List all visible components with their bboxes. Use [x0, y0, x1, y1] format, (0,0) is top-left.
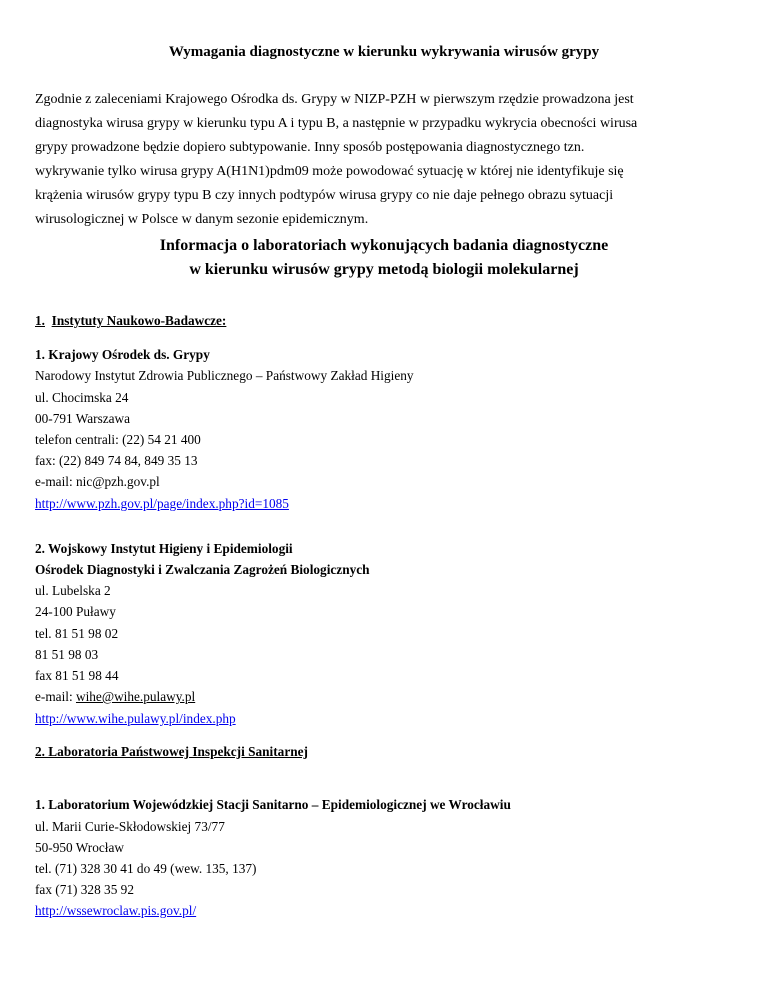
institute2-city: 24-100 Puławy [35, 604, 116, 619]
section1-heading [35, 313, 226, 329]
subtitle-line: w kierunku wirusów grypy metodą biologii molekularnej [189, 261, 579, 278]
institute2-street: ul. Lubelska 2 [35, 583, 111, 598]
intro-line: diagnostyka wirusa grypy w kierunku typu A i typu B, a następnie w przypadku wykrycia obecności wirusa [35, 116, 638, 131]
institute1-phone: telefon centrali: (22) 54 21 400 [35, 432, 201, 447]
institute1-street: ul. Chocimska 24 [35, 390, 129, 405]
institute2-email-link[interactable]: wihe@wihe.pulawy.pl [75, 689, 196, 704]
institute1-city: 00-791 Warszawa [35, 411, 131, 426]
institute2-email-label: e-mail: [35, 689, 76, 704]
institute2-phone1: tel. 81 51 98 02 [35, 626, 119, 641]
institute2-website-link[interactable]: http://www.wihe.pulawy.pl/index.php [35, 711, 236, 726]
institute2-name: 2. Wojskowy Instytut Higieny i Epidemiologii [35, 541, 293, 556]
institute2-phone2: 81 51 98 03 [35, 647, 99, 662]
document-title: Wymagania diagnostyczne w kierunku wykrywania wirusów grypy [168, 44, 600, 60]
lab1-city: 50-950 Wrocław [35, 840, 124, 855]
intro-line: Zgodnie z zaleceniami Krajowego Ośrodka ds. Grypy w NIZP-PZH w pierwszym rzędzie prowadzona jest [35, 92, 634, 107]
institute2-org: Ośrodek Diagnostyki i Zwalczania Zagrożeń Biologicznych [35, 562, 370, 577]
institute1-website-link[interactable]: http://www.pzh.gov.pl/page/index.php?id=1085 [35, 496, 289, 511]
subtitle-line: Informacja o laboratoriach wykonujących badania diagnostyczne [159, 237, 609, 254]
lab1-phone: tel. (71) 328 30 41 do 49 (wew. 135, 137) [35, 861, 257, 876]
lab1-fax: fax (71) 328 35 92 [35, 882, 134, 897]
institute1-fax: fax: (22) 849 74 84, 849 35 13 [35, 453, 198, 468]
institute2-email-line [35, 689, 195, 705]
section-subtitle [0, 234, 768, 282]
lab1-name: 1. Laboratorium Wojewódzkiej Stacji Sanitarno – Epidemiologicznej we Wrocławiu [35, 797, 511, 812]
intro-line: wirusologicznej w Polsce w danym sezonie epidemicznym. [35, 212, 369, 227]
intro-line: wykrywanie tylko wirusa grypy A(H1N1)pdm09 może powodować sytuację w której nie identyfikuje się [35, 164, 624, 179]
institute1-email: e-mail: nic@pzh.gov.pl [35, 474, 160, 489]
institute1-org: Narodowy Instytut Zdrowia Publicznego – Państwowy Zakład Higieny [35, 368, 414, 383]
section2-heading: 2. Laboratoria Państwowej Inspekcji Sanitarnej [35, 744, 308, 759]
section1-heading-text: Instytuty Naukowo-Badawcze: [51, 313, 227, 328]
institute1-name: 1. Krajowy Ośrodek ds. Grypy [35, 347, 210, 362]
intro-line: grypy prowadzone będzie dopiero subtypowanie. Inny sposób postępowania diagnostycznego tzn. [35, 140, 585, 155]
section1-number: 1. [35, 313, 45, 328]
intro-paragraph [35, 88, 740, 232]
lab1-street: ul. Marii Curie-Skłodowskiej 73/77 [35, 819, 225, 834]
institute2-fax: fax 81 51 98 44 [35, 668, 119, 683]
lab1-website-link[interactable]: http://wssewroclaw.pis.gov.pl/ [35, 903, 197, 918]
intro-line: krążenia wirusów grypy typu B czy innych podtypów wirusa grypy co nie daje pełnego obrazu sytuacji [35, 188, 614, 203]
